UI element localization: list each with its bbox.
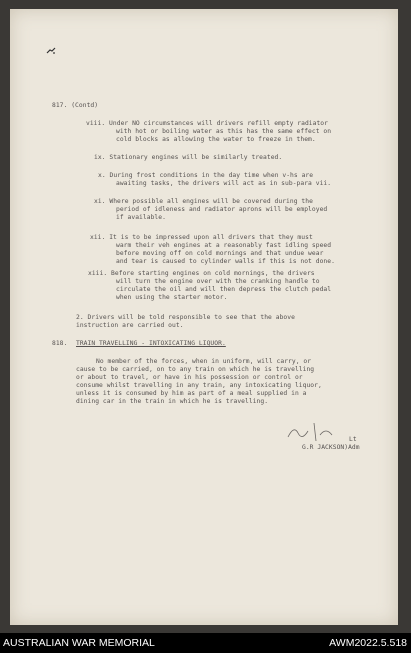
para-2-line-2: instruction are carried out. <box>76 322 184 329</box>
section-header: 817. (Contd) <box>52 102 99 109</box>
section-818-line-2: cause to be carried, on to any train on which he is travelling <box>76 366 315 373</box>
item-xi-line-1: xi. Where possible all engines will be covered during the <box>94 198 313 205</box>
typed-text <box>10 9 398 625</box>
item-xiii-line-4: when using the starter motor. <box>116 294 228 301</box>
item-xii-line-3: before moving off on cold mornings and that undue wear <box>116 250 324 257</box>
section-818-line-3: or about to travel, or have in his possession or control or <box>76 374 303 381</box>
item-xii-line-4: and tear is caused to cylinder walls if this is not done. <box>116 258 335 265</box>
item-viii-line-3: cold blocks as allowing the water to freeze in them. <box>116 136 316 143</box>
item-viii-line-2: with hot or boiling water as this has the same effect on <box>116 128 332 135</box>
item-xiii-line-2: will turn the engine over with the cranking handle to <box>116 278 320 285</box>
item-xii-line-2: warm their veh engines at a reasonably fast idling speed <box>116 242 332 249</box>
item-x-line-1: x. During frost conditions in the day time when v-hs are <box>98 172 314 179</box>
signature-scribble-icon <box>284 419 344 445</box>
item-xi-line-3: if available. <box>116 214 166 221</box>
signature-name: G.R JACKSON)Adm <box>302 444 360 451</box>
footer-catalog-id: AWM2022.5.518 <box>329 637 407 649</box>
footer-bar <box>0 633 411 653</box>
section-818-line-6: dining car in the train in which he is travelling. <box>76 398 269 405</box>
footer-institution: AUSTRALIAN WAR MEMORIAL <box>3 637 155 649</box>
item-x-line-2: awaiting tasks, the drivers will act as in sub-para vii. <box>116 180 332 187</box>
item-xiii-line-1: xiii. Before starting engines on cold mornings, the drivers <box>88 270 315 277</box>
signature-rank: Lt <box>349 436 357 443</box>
section-818-line-5: unless it is consumed by him as part of a meal supplied in a <box>76 390 307 397</box>
section-818-line-1: No member of the forces, when in uniform, will carry, or <box>96 358 312 365</box>
item-xii-line-1: xii. It is to be impressed upon all drivers that they must <box>90 234 313 241</box>
item-xiii-line-3: circulate the oil and will then depress the clutch pedal <box>116 286 332 293</box>
item-ix-line-1: ix. Stationary engines will be similarly treated. <box>94 154 283 161</box>
section-818-number: 818. <box>52 340 68 347</box>
para-2-line-1: 2. Drivers will be told responsible to see that the above <box>76 314 295 321</box>
section-818-title: TRAIN TRAVELLING - INTOXICATING LIQUOR. <box>76 340 226 347</box>
item-viii-line-1: viii. Under NO circumstances will drivers refill empty radiator <box>86 120 328 127</box>
document-page <box>10 9 398 625</box>
item-xi-line-2: period of idleness and radiator aprons will be employed <box>116 206 328 213</box>
section-818-line-4: consume whilst travelling in any train, any intoxicating liquor, <box>76 382 322 389</box>
